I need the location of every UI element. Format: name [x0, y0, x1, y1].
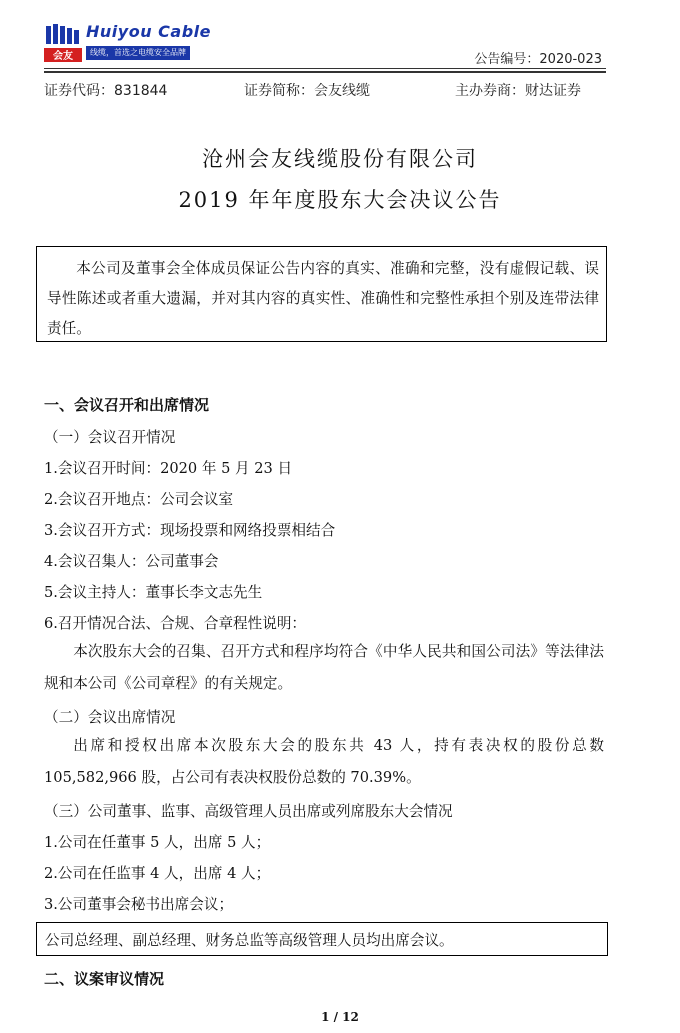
statement-text: 本公司及董事会全体成员保证公告内容的真实、准确和完整，没有虚假记载、误导性陈述或者重大遗漏，并对其内容的真实性、准确性和完整性承担个别及连带法律责任。 [47, 260, 599, 337]
section-heading-1: 一、会议召开和出席情况 [44, 396, 210, 414]
company-title: 沧州会友线缆股份有限公司 [202, 147, 478, 171]
logo-brand: Huiyou Cable [86, 22, 211, 41]
legality-paragraph: 本次股东大会的召集、召开方式和程序均符合《中华人民共和国公司法》等法律法规和本公司《公司章程》的有关规定。 [44, 643, 604, 692]
officers-attendance-box [36, 922, 608, 956]
attendance-paragraph: 出席和授权出席本次股东大会的股东共 43 人，持有表决权的股份总数105,582,966 股，占公司有表决权股份总数的 70.39%。 [44, 737, 604, 786]
list-item: 2.公司在任监事 4 人，出席 4 人； [44, 865, 271, 882]
subheading-meeting-convening: （一）会议召开情况 [44, 429, 176, 446]
page-number: 1 / 12 [321, 1010, 359, 1024]
header-divider [44, 68, 606, 69]
list-item: 3.公司董事会秘书出席会议； [44, 896, 234, 913]
list-item: 5.会议主持人：董事长李文志先生 [44, 584, 263, 601]
broker: 主办券商：财达证券 [455, 83, 581, 99]
logo-mark-text: 会友 [53, 51, 73, 62]
statement-box [36, 246, 607, 342]
stock-name: 证券简称：会友线缆 [244, 83, 370, 99]
list-item: 3.会议召开方式：现场投票和网络投票相结合 [44, 522, 336, 539]
officers-attendance-text: 公司总经理、副总经理、财务总监等高级管理人员均出席会议。 [45, 932, 454, 949]
logo-tagline: 线缆，首选之电缆安全品牌 [86, 46, 190, 60]
list-item: 4.会议召集人：公司董事会 [44, 553, 219, 570]
header-divider-thick [44, 71, 606, 73]
stock-code: 证券代码：831844 [44, 83, 168, 99]
announcement-title: 2019 年年度股东大会决议公告 [178, 188, 502, 212]
company-logo [44, 22, 211, 64]
logo-mark-icon [44, 22, 84, 64]
section-heading-2: 二、议案审议情况 [44, 970, 165, 988]
list-item: 2.会议召开地点：公司会议室 [44, 491, 234, 508]
subheading-attendance: （二）会议出席情况 [44, 709, 176, 726]
announcement-number: 公告编号：2020-023 [474, 52, 602, 67]
subheading-officers: （三）公司董事、监事、高级管理人员出席或列席股东大会情况 [44, 803, 453, 820]
list-item: 6.召开情况合法、合规、合章程性说明： [44, 615, 307, 632]
list-item: 1.会议召开时间：2020 年 5 月 23 日 [44, 460, 293, 477]
list-item: 1.公司在任董事 5 人，出席 5 人； [44, 834, 271, 851]
